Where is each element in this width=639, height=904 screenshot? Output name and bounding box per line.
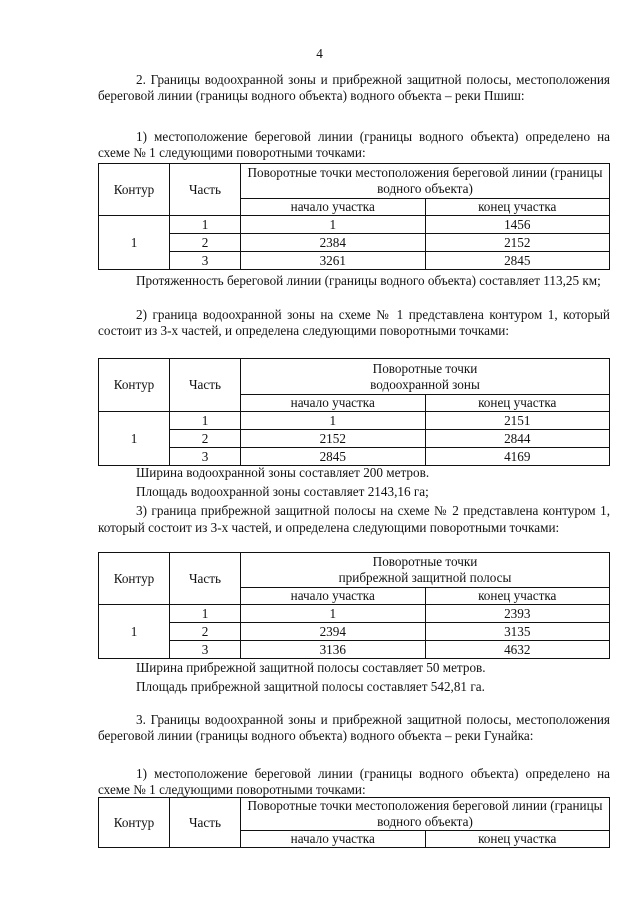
header-start: начало участка [241,831,426,848]
end-cell: 4169 [425,448,610,466]
part-cell: 3 [170,252,241,270]
header-part: Часть [170,359,241,412]
water-protection-zone-table [98,358,610,466]
part-cell: 2 [170,623,241,641]
section-2-item-3: 3) граница прибрежной защитной полосы на схеме № 2 представлена контуром 1, который состоит из 3-х частей, и определена следующими поворотными точками: [98,503,610,535]
header-contour: Контур [99,798,170,848]
header-start: начало участка [241,395,426,412]
start-cell: 2384 [241,234,426,252]
section-2-item-2: 2) граница водоохранной зоны на схеме № 1 представлена контуром 1, который состоит из 3-х частей, и определена следующими поворотными точками: [98,307,610,339]
protection-strip-width: Ширина прибрежной защитной полосы составляет 50 метров. [136,660,486,675]
section-3-heading: 3. Границы водоохранной зоны и прибрежной защитной полосы, местоположения береговой линии (границы водного объекта) водного объекта – реки Гунайка: [98,712,610,744]
coastline-table-gunaika [98,797,610,848]
header-points-group: Поворотные точки местоположения береговой линии (границы водного объекта) [241,164,610,199]
start-cell: 3261 [241,252,426,270]
header-end: конец участка [425,831,610,848]
start-cell: 2845 [241,448,426,466]
header-end: конец участка [425,199,610,216]
start-cell: 2152 [241,430,426,448]
end-cell: 1456 [425,216,610,234]
end-cell: 3135 [425,623,610,641]
contour-cell: 1 [99,216,170,270]
page-number: 4 [316,46,323,61]
header-points-group: Поворотные точки прибрежной защитной полосы [241,553,610,588]
coastal-protection-strip-table [98,552,610,659]
section-2-item-1: 1) местоположение береговой линии (границы водного объекта) определено на схеме № 1 следующими поворотными точками: [98,129,610,161]
header-part: Часть [170,164,241,216]
end-cell: 2151 [425,412,610,430]
header-end: конец участка [425,588,610,605]
coastline-table-pshish [98,163,610,270]
start-cell: 1 [241,605,426,623]
part-cell: 3 [170,641,241,659]
end-cell: 2844 [425,430,610,448]
protection-strip-area: Площадь прибрежной защитной полосы составляет 542,81 га. [136,679,485,695]
header-contour: Контур [99,164,170,216]
coastline-length-text: Протяженность береговой линии (границы водного объекта) составляет 113,25 км; [136,273,601,288]
end-cell: 2393 [425,605,610,623]
header-points-group: Поворотные точки водоохранной зоны [241,359,610,395]
start-cell: 3136 [241,641,426,659]
water-zone-area: Площадь водоохранной зоны составляет 2143,16 га; [136,484,429,500]
header-points-group: Поворотные точки местоположения береговой линии (границы водного объекта) [241,798,610,831]
contour-cell: 1 [99,605,170,659]
header-part: Часть [170,553,241,605]
start-cell: 1 [241,216,426,234]
start-cell: 1 [241,412,426,430]
part-cell: 1 [170,412,241,430]
section-2-heading: 2. Границы водоохранной зоны и прибрежной защитной полосы, местоположения береговой линии (границы водного объекта) водного объекта – реки Пшиш: [98,72,610,104]
header-start: начало участка [241,199,426,216]
part-cell: 2 [170,234,241,252]
part-cell: 1 [170,216,241,234]
start-cell: 2394 [241,623,426,641]
header-contour: Контур [99,359,170,412]
header-contour: Контур [99,553,170,605]
header-part: Часть [170,798,241,848]
section-3-item-1: 1) местоположение береговой линии (границы водного объекта) определено на схеме № 1 следующими поворотными точками: [98,766,610,798]
end-cell: 4632 [425,641,610,659]
part-cell: 3 [170,448,241,466]
header-start: начало участка [241,588,426,605]
header-end: конец участка [425,395,610,412]
part-cell: 1 [170,605,241,623]
end-cell: 2845 [425,252,610,270]
contour-cell: 1 [99,412,170,466]
part-cell: 2 [170,430,241,448]
water-zone-width: Ширина водоохранной зоны составляет 200 метров. [136,465,430,480]
end-cell: 2152 [425,234,610,252]
